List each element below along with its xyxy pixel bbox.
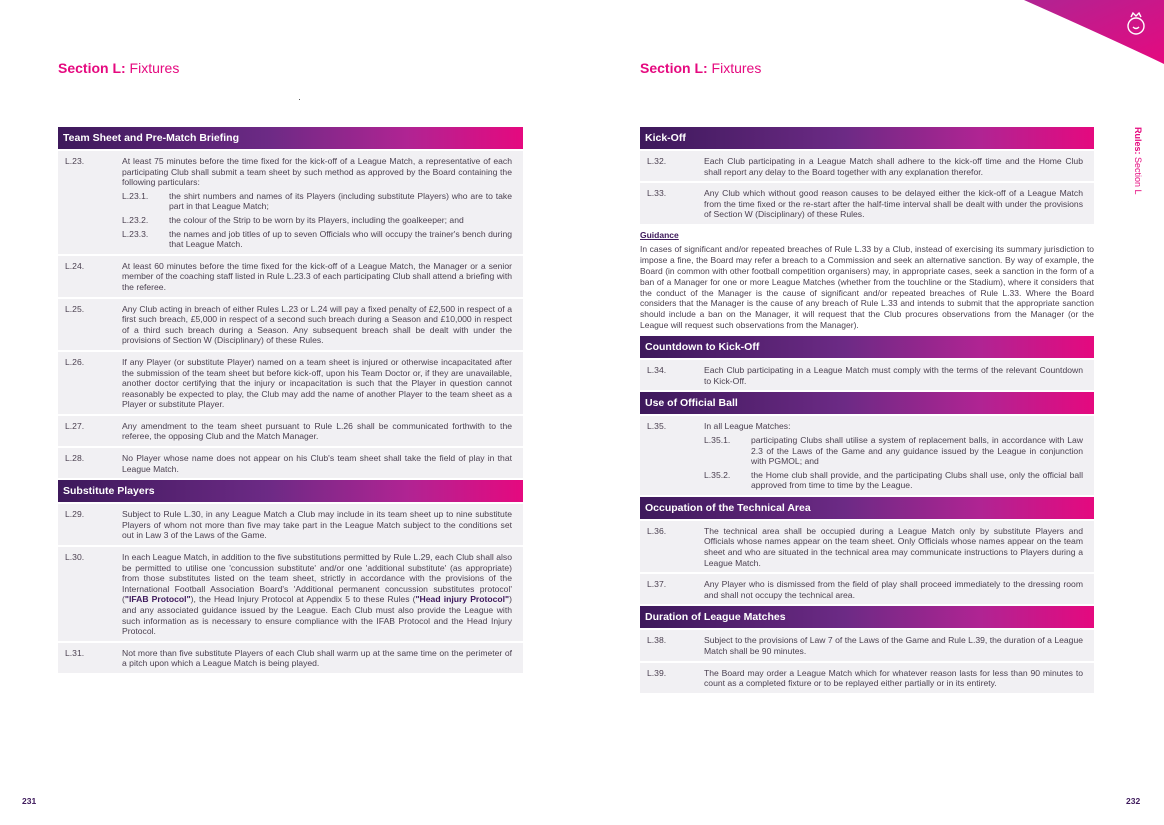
rule-l30: L.30. In each League Match, in addition to the five substitutions permitted by Rule L.29, each Club shall also be permitted to utilise one 'concussion substitute' and/or one 'additional substitute' (as appropriate) from those substitutes listed on the team sheet, strictly in accordance with the provisions of the International Football Association Board's 'Additional permanent concussion substitutes protocol' ("IFAB Protocol"), the Head Injury Protocol at Appendix 5 to these Rules ("Head injury Protocol") and any associated guidance issued by the League. Each Club must also provide the League with such information as is necessary to ensure compliance with the IFAB Protocol and the Head Injury Protocol.: [58, 547, 523, 641]
page-number-left: 231: [22, 796, 37, 806]
rule-l24: L.24. At least 60 minutes before the time fixed for the kick-off of a League Match, the Manager or a senior member of the coaching staff listed in Rule L.23.3 of each participating Club shall attend a briefing with the referee.: [58, 256, 523, 297]
rule-l37: L.37. Any Player who is dismissed from the field of play shall proceed immediately to the dressing room and shall not occupy the technical area.: [640, 574, 1094, 604]
subrule-l35-1: L.35.1. participating Clubs shall utilise a system of replacement balls, in accordance with Law 2.3 of the Laws of the Game and any guidance issued by the League in conjunction with PGMOL; and: [704, 434, 1083, 467]
section-heading-substitute-players: Substitute Players: [58, 480, 523, 502]
subrule-l23-1: L.23.1. the shirt numbers and names of its Players (including substitute Players) who are to take part in that League Match;: [122, 190, 512, 212]
side-tab: Rules: Section L: [1133, 127, 1143, 195]
subrule-l23-3: L.23.3. the names and job titles of up to seven Officials who will occupy the trainer's bench during that League Match.: [122, 228, 512, 250]
right-page: [582, 0, 1164, 825]
rule-l26: L.26. If any Player (or substitute Player) named on a team sheet is injured or otherwise incapacitated after the submission of the team sheet but before kick-off, upon his Team Doctor or, if they are unavailable, another doctor certifying that the injury or incapacitation is such that the Player in question cannot reasonably be expected to play, the Club may add the name of another Player to the team sheet as a Player or substitute Player.: [58, 352, 523, 414]
page-number-right: 232: [1126, 796, 1141, 806]
guidance-block: [640, 230, 1094, 331]
section-heading-kick-off: Kick-Off: [640, 127, 1094, 149]
page-title-right: Section L: Fixtures: [640, 60, 762, 76]
rule-l32: L.32. Each Club participating in a League Match shall adhere to the kick-off time and the Home Club shall report any delay to the Board together with any explanation therefor.: [640, 151, 1094, 181]
rule-l28: L.28. No Player whose name does not appear on his Club's team sheet shall take the field of play in that League Match.: [58, 448, 523, 478]
guidance-text: In cases of significant and/or repeated breaches of Rule L.33 by a Club, instead of exercising its summary jurisdiction to impose a fine, the Board may refer a breach to a Commission and seek an alternative sanction. By way of example, the Board (in common with other football competition organisers) may, in appropriate cases, seek a sanction in the form of a ban of a Manager for one or more League Matches (whether from the touchline or the Stadium), where it considers that the conduct of the Manager is the cause of significant and/or repeated breaches of Rule L.33. Where the Board considers that the Manager is the cause of any breach of Rule L.33 and intends to submit that the appropriate sanction should include a ban on the Manager, it will request that the Club procures observations from the Manager (or the League will request such observations from the Manager).: [640, 243, 1094, 331]
rule-l27: L.27. Any amendment to the team sheet pursuant to Rule L.26 shall be communicated forthwith to the referee, the opposing Club and the Match Manager.: [58, 416, 523, 446]
section-heading-duration: Duration of League Matches: [640, 606, 1094, 628]
rule-l36: L.36. The technical area shall be occupied during a League Match only by substitute Players and Officials whose names appear on the team sheet. Only Officials whose names appear on the team sheet and who are situated in the technical area may communicate instructions to Players during a League Match.: [640, 521, 1094, 572]
right-column: [640, 127, 1094, 693]
section-heading-technical-area: Occupation of the Technical Area: [640, 497, 1094, 519]
rule-l35: L.35. In all League Matches: L.35.1. participating Clubs shall utilise a system of replacement balls, in accordance with Law 2.3 of the Laws of the Game and any guidance issued by the League in conjunction with PGMOL; and L.35.2. the Home club shall provide, and the participating Clubs shall use, only the official ball approved from time to time by the League.: [640, 416, 1094, 495]
rule-l29: L.29. Subject to Rule L.30, in any League Match a Club may include in its team sheet up to nine substitute Players of whom not more than five may take part in the League Match subject to the conditions set out in Law 3 of the Laws of the Game.: [58, 504, 523, 545]
guidance-heading: Guidance: [640, 229, 679, 240]
section-heading-official-ball: Use of Official Ball: [640, 392, 1094, 414]
rule-l38: L.38. Subject to the provisions of Law 7 of the Laws of the Game and Rule L.39, the duration of a League Match shall be 90 minutes.: [640, 630, 1094, 660]
rule-l31: L.31. Not more than five substitute Players of each Club shall warm up at the same time on the perimeter of a pitch upon which a League Match is being played.: [58, 643, 523, 673]
premier-league-corner-logo-icon: [1024, 0, 1164, 70]
rule-l23: L.23. At least 75 minutes before the time fixed for the kick-off of a League Match, a representative of each participating Club shall submit a team sheet by such method as approved by the Board containing the following particulars: L.23.1. the shirt numbers and names of its Players (including substitute Players) who are to take part in that League Match; L.23.2. the colour of the Strip to be worn by its Players, including the goalkeeper; and L.23.3. the names and job titles of up to seven Officials who will occupy the trainer's bench during that League Match.: [58, 151, 523, 254]
section-heading-countdown: Countdown to Kick-Off: [640, 336, 1094, 358]
stray-dot: [299, 99, 300, 100]
rule-l39: L.39. The Board may order a League Match which for whatever reason lasts for less than 90 minutes to count as a completed fixture or to be replayed either partially or in its entirety.: [640, 663, 1094, 693]
rule-l34: L.34. Each Club participating in a League Match must comply with the terms of the relevant Countdown to Kick-Off.: [640, 360, 1094, 390]
subrule-l23-2: L.23.2. the colour of the Strip to be worn by its Players, including the goalkeeper; and: [122, 214, 464, 225]
left-column: [58, 127, 523, 673]
section-heading-team-sheet: Team Sheet and Pre-Match Briefing: [58, 127, 523, 149]
page-title: Section L: Fixtures: [58, 60, 180, 76]
rule-l25: L.25. Any Club acting in breach of either Rules L.23 or L.24 will pay a fixed penalty of £2,500 in respect of a first such breach, £5,000 in respect of a second such breach during a Season and £10,000 in respect of a third such breach during a Season. Any subsequent breach shall be dealt with under the provisions of Section W (Disciplinary) of these Rules.: [58, 299, 523, 350]
subrule-l35-2: L.35.2. the Home club shall provide, and the participating Clubs shall use, only the official ball approved from time to time by the League.: [704, 469, 1083, 491]
rule-l33: L.33. Any Club which without good reason causes to be delayed either the kick-off of a League Match from the time fixed or the re-start after the half-time interval shall be dealt with under the provisions of Section W (Disciplinary) of these Rules.: [640, 183, 1094, 224]
